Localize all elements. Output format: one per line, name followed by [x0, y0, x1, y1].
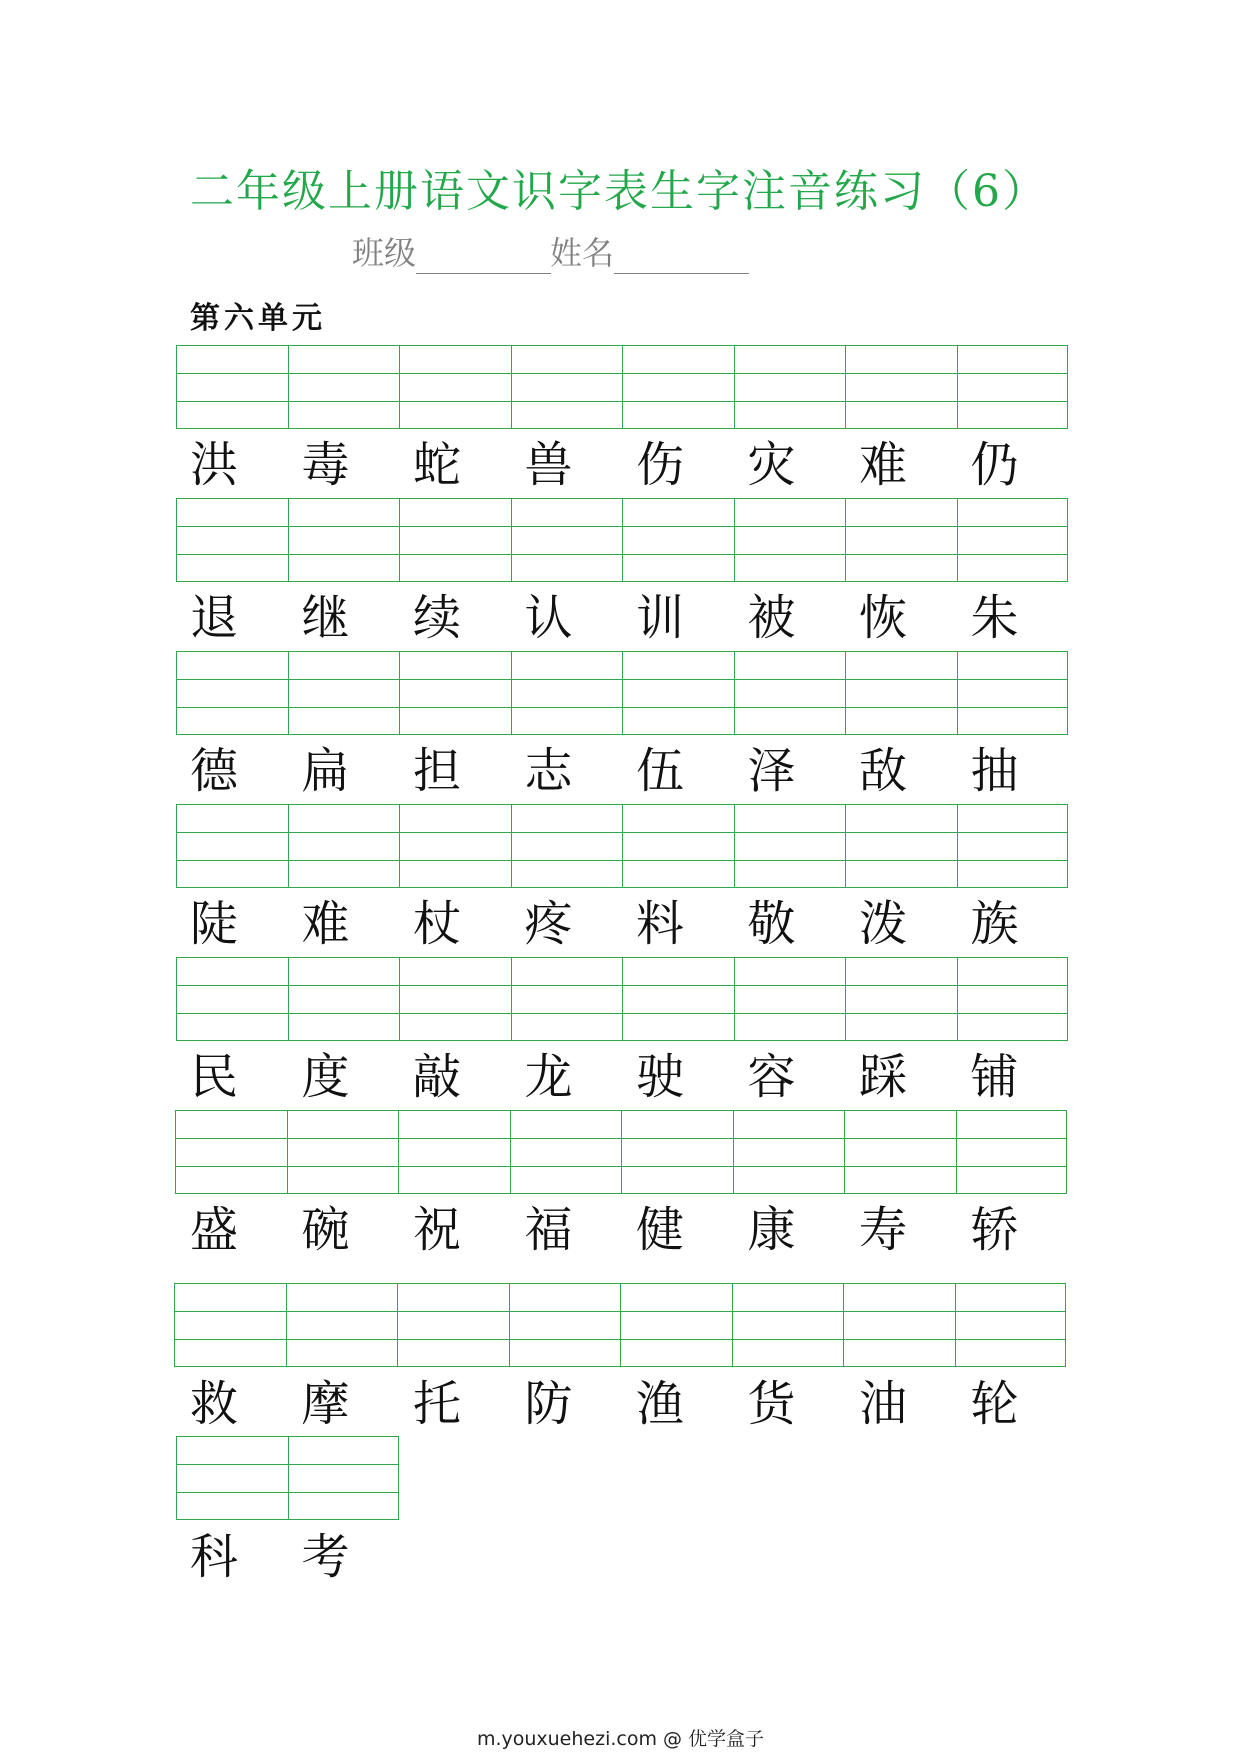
- character: 伍: [636, 743, 685, 799]
- character: 认: [524, 590, 573, 646]
- unit-title: 第六单元: [190, 301, 326, 336]
- character: 扁: [301, 743, 350, 799]
- character: 德: [190, 743, 239, 799]
- character-row-2: [190, 588, 1082, 648]
- character: 防: [524, 1376, 573, 1432]
- name-blank[interactable]: [614, 243, 749, 274]
- character-row-7: [190, 1374, 1082, 1434]
- character: 疼: [524, 896, 573, 952]
- character: 度: [301, 1049, 350, 1105]
- character: 敌: [859, 743, 908, 799]
- character: 陡: [190, 896, 239, 952]
- character: 被: [747, 590, 796, 646]
- character: 龙: [524, 1049, 573, 1105]
- character: 科: [190, 1529, 239, 1585]
- character: 轿: [970, 1202, 1019, 1258]
- character: 碗: [301, 1202, 350, 1258]
- pinyin-grid-row-4[interactable]: [176, 804, 1068, 888]
- character: 泽: [747, 743, 796, 799]
- pinyin-grid-row-8[interactable]: [176, 1436, 399, 1520]
- character: 仍: [970, 437, 1019, 493]
- character: 摩: [301, 1376, 350, 1432]
- character: 考: [301, 1529, 350, 1585]
- character: 健: [636, 1202, 685, 1258]
- pinyin-grid-row-5[interactable]: [176, 957, 1068, 1041]
- character: 盛: [190, 1202, 239, 1258]
- character: 朱: [970, 590, 1019, 646]
- character-row-1: [190, 435, 1082, 495]
- character: 轮: [970, 1376, 1019, 1432]
- character: 难: [301, 896, 350, 952]
- character: 洪: [190, 437, 239, 493]
- character: 货: [747, 1376, 796, 1432]
- character: 寿: [859, 1202, 908, 1258]
- character: 容: [747, 1049, 796, 1105]
- character: 民: [190, 1049, 239, 1105]
- character: 难: [859, 437, 908, 493]
- character: 敬: [747, 896, 796, 952]
- class-field: [352, 228, 551, 274]
- name-field: [550, 228, 749, 274]
- character-row-5: [190, 1047, 1082, 1107]
- character: 续: [413, 590, 462, 646]
- character: 驶: [636, 1049, 685, 1105]
- character: 敲: [413, 1049, 462, 1105]
- character: 救: [190, 1376, 239, 1432]
- character: 训: [636, 590, 685, 646]
- character: 灾: [747, 437, 796, 493]
- character: 继: [301, 590, 350, 646]
- page-title: 二年级上册语文识字表生字注音练习（6）: [190, 166, 1048, 217]
- character-row-6: [190, 1200, 1082, 1260]
- character: 料: [636, 896, 685, 952]
- character: 康: [747, 1202, 796, 1258]
- character-row-4: [190, 894, 1082, 954]
- pinyin-grid-row-2[interactable]: [176, 498, 1068, 582]
- character-row-3: [190, 741, 1082, 801]
- character: 毒: [301, 437, 350, 493]
- character: 踩: [859, 1049, 908, 1105]
- character: 渔: [636, 1376, 685, 1432]
- footer-watermark: m.youxuehezi.com @ 优学盒子: [476, 1728, 765, 1750]
- pinyin-grid-row-1[interactable]: [176, 345, 1068, 429]
- character: 铺: [970, 1049, 1019, 1105]
- character: 抽: [970, 743, 1019, 799]
- character: 祝: [413, 1202, 462, 1258]
- character: 福: [524, 1202, 573, 1258]
- character: 兽: [524, 437, 573, 493]
- character: 油: [859, 1376, 908, 1432]
- character: 杖: [413, 896, 462, 952]
- character: 蛇: [413, 437, 462, 493]
- pinyin-grid-row-7[interactable]: [174, 1283, 1066, 1367]
- character: 伤: [636, 437, 685, 493]
- character: 族: [970, 896, 1019, 952]
- class-blank[interactable]: [416, 243, 551, 274]
- character: 担: [413, 743, 462, 799]
- pinyin-grid-row-3[interactable]: [176, 651, 1068, 735]
- character: 泼: [859, 896, 908, 952]
- character: 退: [190, 590, 239, 646]
- name-label: 姓名: [550, 234, 615, 272]
- character: 托: [413, 1376, 462, 1432]
- character-row-8: [190, 1527, 413, 1587]
- character: 志: [524, 743, 573, 799]
- character: 恢: [859, 590, 908, 646]
- class-label: 班级: [352, 234, 417, 272]
- pinyin-grid-row-6[interactable]: [175, 1110, 1067, 1194]
